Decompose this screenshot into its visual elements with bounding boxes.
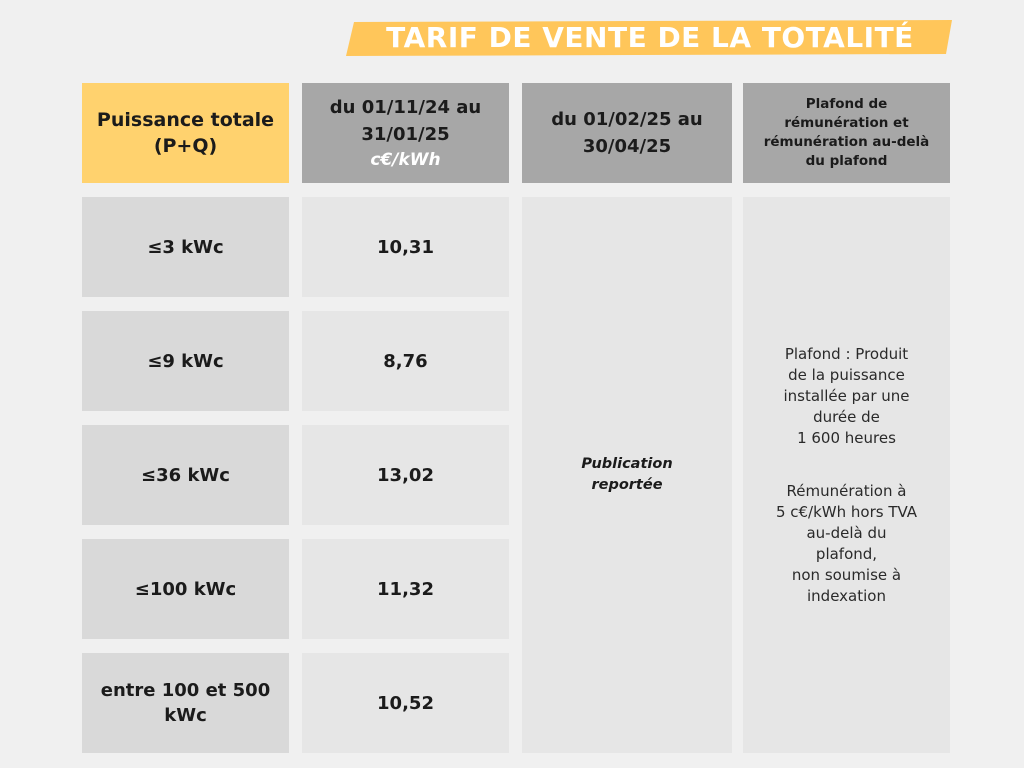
power-value-line2: kWc	[164, 705, 207, 726]
header-period-1	[302, 83, 509, 183]
header-period-1-line1: du 01/11/24 au	[329, 97, 482, 118]
power-cell-2	[82, 311, 289, 411]
remuneration-definition-line: non soumise à	[791, 565, 902, 584]
tariff-value: 10,31	[377, 236, 434, 258]
tariff-cell-2	[302, 311, 509, 411]
ceiling-definition-line: 1 600 heures	[797, 428, 896, 447]
header-ceiling	[743, 83, 950, 183]
header-power	[82, 83, 289, 183]
tariff-cell-1	[302, 197, 509, 297]
publication-note	[581, 454, 672, 496]
power-cell-5	[82, 653, 289, 753]
period-2-merged-cell	[522, 197, 732, 753]
remuneration-definition-line: 5 c€/kWh hors TVA	[775, 502, 918, 521]
tariff-value: 13,02	[377, 464, 434, 486]
ceiling-definition-line: de la puissance	[788, 365, 905, 384]
publication-note-line1: Publication	[581, 456, 673, 472]
tariff-value: 11,32	[377, 578, 434, 600]
tariff-cell-4	[302, 539, 509, 639]
ceiling-definition-line: installée par une	[783, 386, 910, 405]
power-cell-1	[82, 197, 289, 297]
tariff-value: 10,52	[377, 692, 434, 714]
ceiling-definition	[776, 344, 917, 449]
tariff-value: 8,76	[383, 350, 428, 372]
header-power-line1: Puissance totale	[96, 109, 275, 131]
header-period-2-line2: 30/04/25	[582, 136, 672, 157]
publication-note-line2: reportée	[591, 477, 663, 493]
header-period-2	[522, 83, 732, 183]
remuneration-definition-line: Rémunération à	[786, 481, 907, 500]
power-value: ≤36 kWc	[141, 464, 230, 486]
ceiling-definition-line: Plafond : Produit	[784, 344, 909, 363]
title-banner	[346, 20, 954, 56]
header-unit: c€/kWh	[370, 150, 441, 170]
header-period-2-line1: du 01/02/25 au	[551, 109, 703, 130]
ceiling-merged-cell	[743, 197, 950, 753]
power-cell-3	[82, 425, 289, 525]
ceiling-note	[776, 344, 917, 607]
remuneration-definition-line: plafond,	[815, 544, 878, 563]
remuneration-definition-line: indexation	[807, 586, 886, 605]
power-value: ≤100 kWc	[134, 578, 237, 600]
tariff-cell-3	[302, 425, 509, 525]
power-value: ≤3 kWc	[147, 236, 224, 258]
tariff-cell-5	[302, 653, 509, 753]
header-ceiling-line1: Plafond de	[805, 96, 888, 112]
ceiling-definition-line: durée de	[813, 407, 880, 426]
power-value: ≤9 kWc	[147, 350, 224, 372]
power-cell-4	[82, 539, 289, 639]
page-title: TARIF DE VENTE DE LA TOTALITÉ	[386, 21, 914, 54]
header-power-line2: (P+Q)	[153, 135, 218, 157]
header-ceiling-line4: du plafond	[805, 153, 888, 169]
remuneration-definition	[776, 481, 917, 607]
power-value-line1: entre 100 et 500	[100, 680, 271, 701]
header-ceiling-line2: rémunération et	[784, 115, 909, 131]
header-ceiling-line3: rémunération au-delà	[763, 134, 930, 150]
header-period-1-line2: 31/01/25	[361, 124, 450, 145]
remuneration-definition-line: au-delà du	[806, 523, 887, 542]
